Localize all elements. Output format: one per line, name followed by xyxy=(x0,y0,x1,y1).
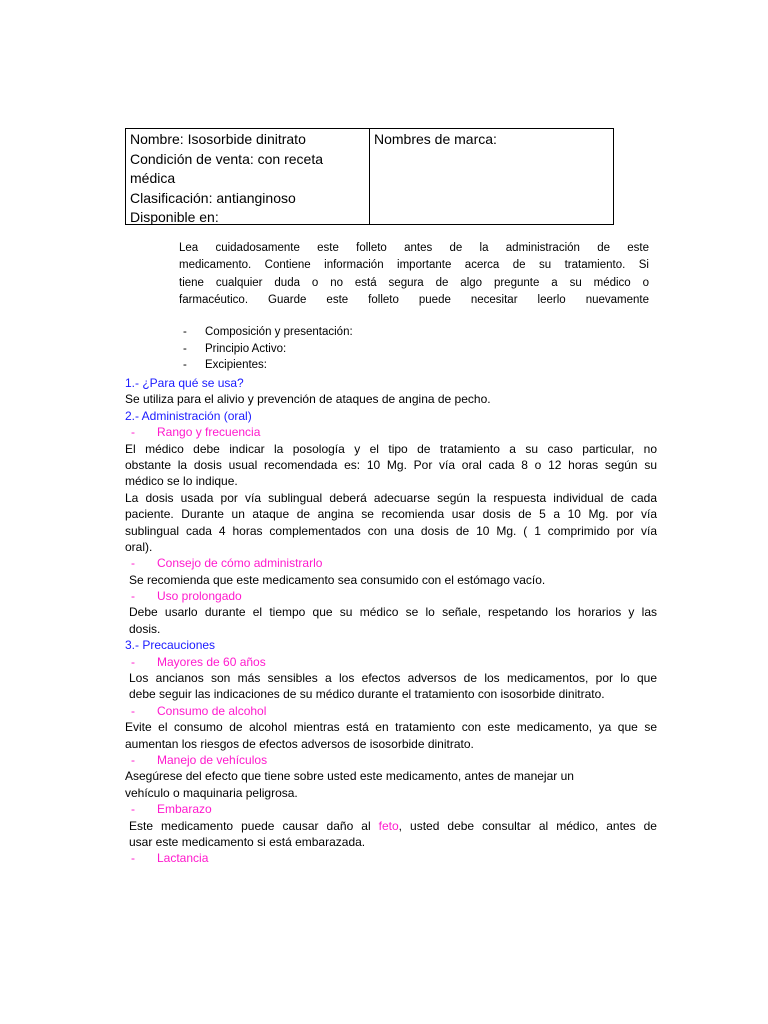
paragraph-line: Asegúrese del efecto que tiene sobre usted este medicamento, antes de manejar un xyxy=(125,769,574,784)
drug-info-box xyxy=(125,128,614,225)
paragraph-line: Evite el consumo de alcohol mientras está en tratamiento con este medicamento, ya que se xyxy=(125,720,657,735)
section-heading-precautions: 3.- Precauciones xyxy=(125,638,216,653)
paragraph-line: usar este medicamento si está embarazada. xyxy=(129,834,366,849)
intro-paragraph xyxy=(179,240,649,309)
intro-line: tiene cualquier duda o no está segura de algo pregunte a su médico o xyxy=(179,276,649,289)
paragraph-line: médico se lo indique. xyxy=(125,474,238,489)
subheading-prolonged-use: - Uso prolongado xyxy=(131,589,242,604)
paragraph-line: Este medicamento puede causar daño al feto, usted debe consultar al médico, antes de xyxy=(129,818,657,833)
subheading-pregnancy: - Embarazo xyxy=(131,802,212,817)
available-in-line: Disponible en: xyxy=(130,209,219,225)
subheading-advice: - Consejo de cómo administrarlo xyxy=(131,556,323,571)
paragraph-line: vehículo o maquinaria peligrosa. xyxy=(125,785,298,800)
paragraph-line: Debe usarlo durante el tiempo que su médico se lo señale, respetando los horarios y las xyxy=(129,605,657,620)
paragraph-line: debe seguir las indicaciones de su médico durante el tratamiento con isosorbide dinitrato. xyxy=(129,687,605,702)
intro-line: Lea cuidadosamente este folleto antes de la administración de este xyxy=(179,242,649,254)
drug-name-line: Nombre: Isosorbide dinitrato xyxy=(130,131,306,147)
classification-line: Clasificación: antianginoso xyxy=(130,189,296,206)
paragraph-line: paciente. Durante un ataque de angina se recomienda usar dosis de 5 a 10 Mg. por vía xyxy=(125,507,657,522)
drug-info-right-cell xyxy=(370,129,613,224)
leaflet-body xyxy=(125,375,657,867)
composition-list xyxy=(183,324,353,374)
paragraph-line: sublingual cada 4 horas complementados con una dosis de 10 Mg. ( 1 comprimido por vía xyxy=(125,523,657,538)
drug-info-left-cell xyxy=(126,129,370,224)
subheading-alcohol: - Consumo de alcohol xyxy=(131,703,267,718)
subheading-range: - Rango y frecuencia xyxy=(131,425,261,440)
paragraph-line: dosis. xyxy=(129,621,161,636)
subheading-over-60: - Mayores de 60 años xyxy=(131,654,266,669)
section-heading-uses: 1.- ¿Para qué se usa? xyxy=(125,376,244,390)
brand-names-label: Nombres de marca: xyxy=(374,131,497,147)
highlight-feto: feto xyxy=(378,818,399,833)
paragraph-line: oral). xyxy=(125,539,153,554)
uses-text: Se utiliza para el alivio y prevención de ataques de angina de pecho. xyxy=(125,392,491,407)
paragraph-line: aumentan los riesgos de efectos adversos de isosorbide dinitrato. xyxy=(125,736,474,751)
paragraph-line: Los ancianos son más sensibles a los efectos adversos de los medicamentos, por lo que xyxy=(129,671,657,686)
list-item: - Excipientes: xyxy=(183,359,268,371)
paragraph-line: El médico debe indicar la posología y el tipo de tratamiento a su caso particular, no xyxy=(125,441,657,456)
paragraph-line: obstante la dosis usual recomendada es: 10 Mg. Por vía oral cada 8 o 12 horas según su xyxy=(125,457,657,472)
intro-line: farmacéutico. Guarde este folleto puede necesitar leerlo nuevamente xyxy=(179,293,649,306)
subheading-driving: - Manejo de vehículos xyxy=(131,752,268,767)
subheading-lactation: - Lactancia xyxy=(131,851,209,866)
sale-condition-line: Condición de venta: con receta xyxy=(130,150,324,167)
paragraph-line: La dosis usada por vía sublingual deberá adecuarse según la respuesta individual de cada xyxy=(125,490,657,505)
list-item: - Principio Activo: xyxy=(183,342,287,355)
list-item: - Composición y presentación: xyxy=(183,326,353,338)
sale-condition-line-cont: médica xyxy=(130,170,176,186)
section-heading-administration: 2.- Administración (oral) xyxy=(125,408,252,423)
advice-text: Se recomienda que este medicamento sea consumido con el estómago vacío. xyxy=(129,572,546,587)
intro-line: medicamento. Contiene información importante acerca de su tratamiento. Si xyxy=(179,259,649,272)
